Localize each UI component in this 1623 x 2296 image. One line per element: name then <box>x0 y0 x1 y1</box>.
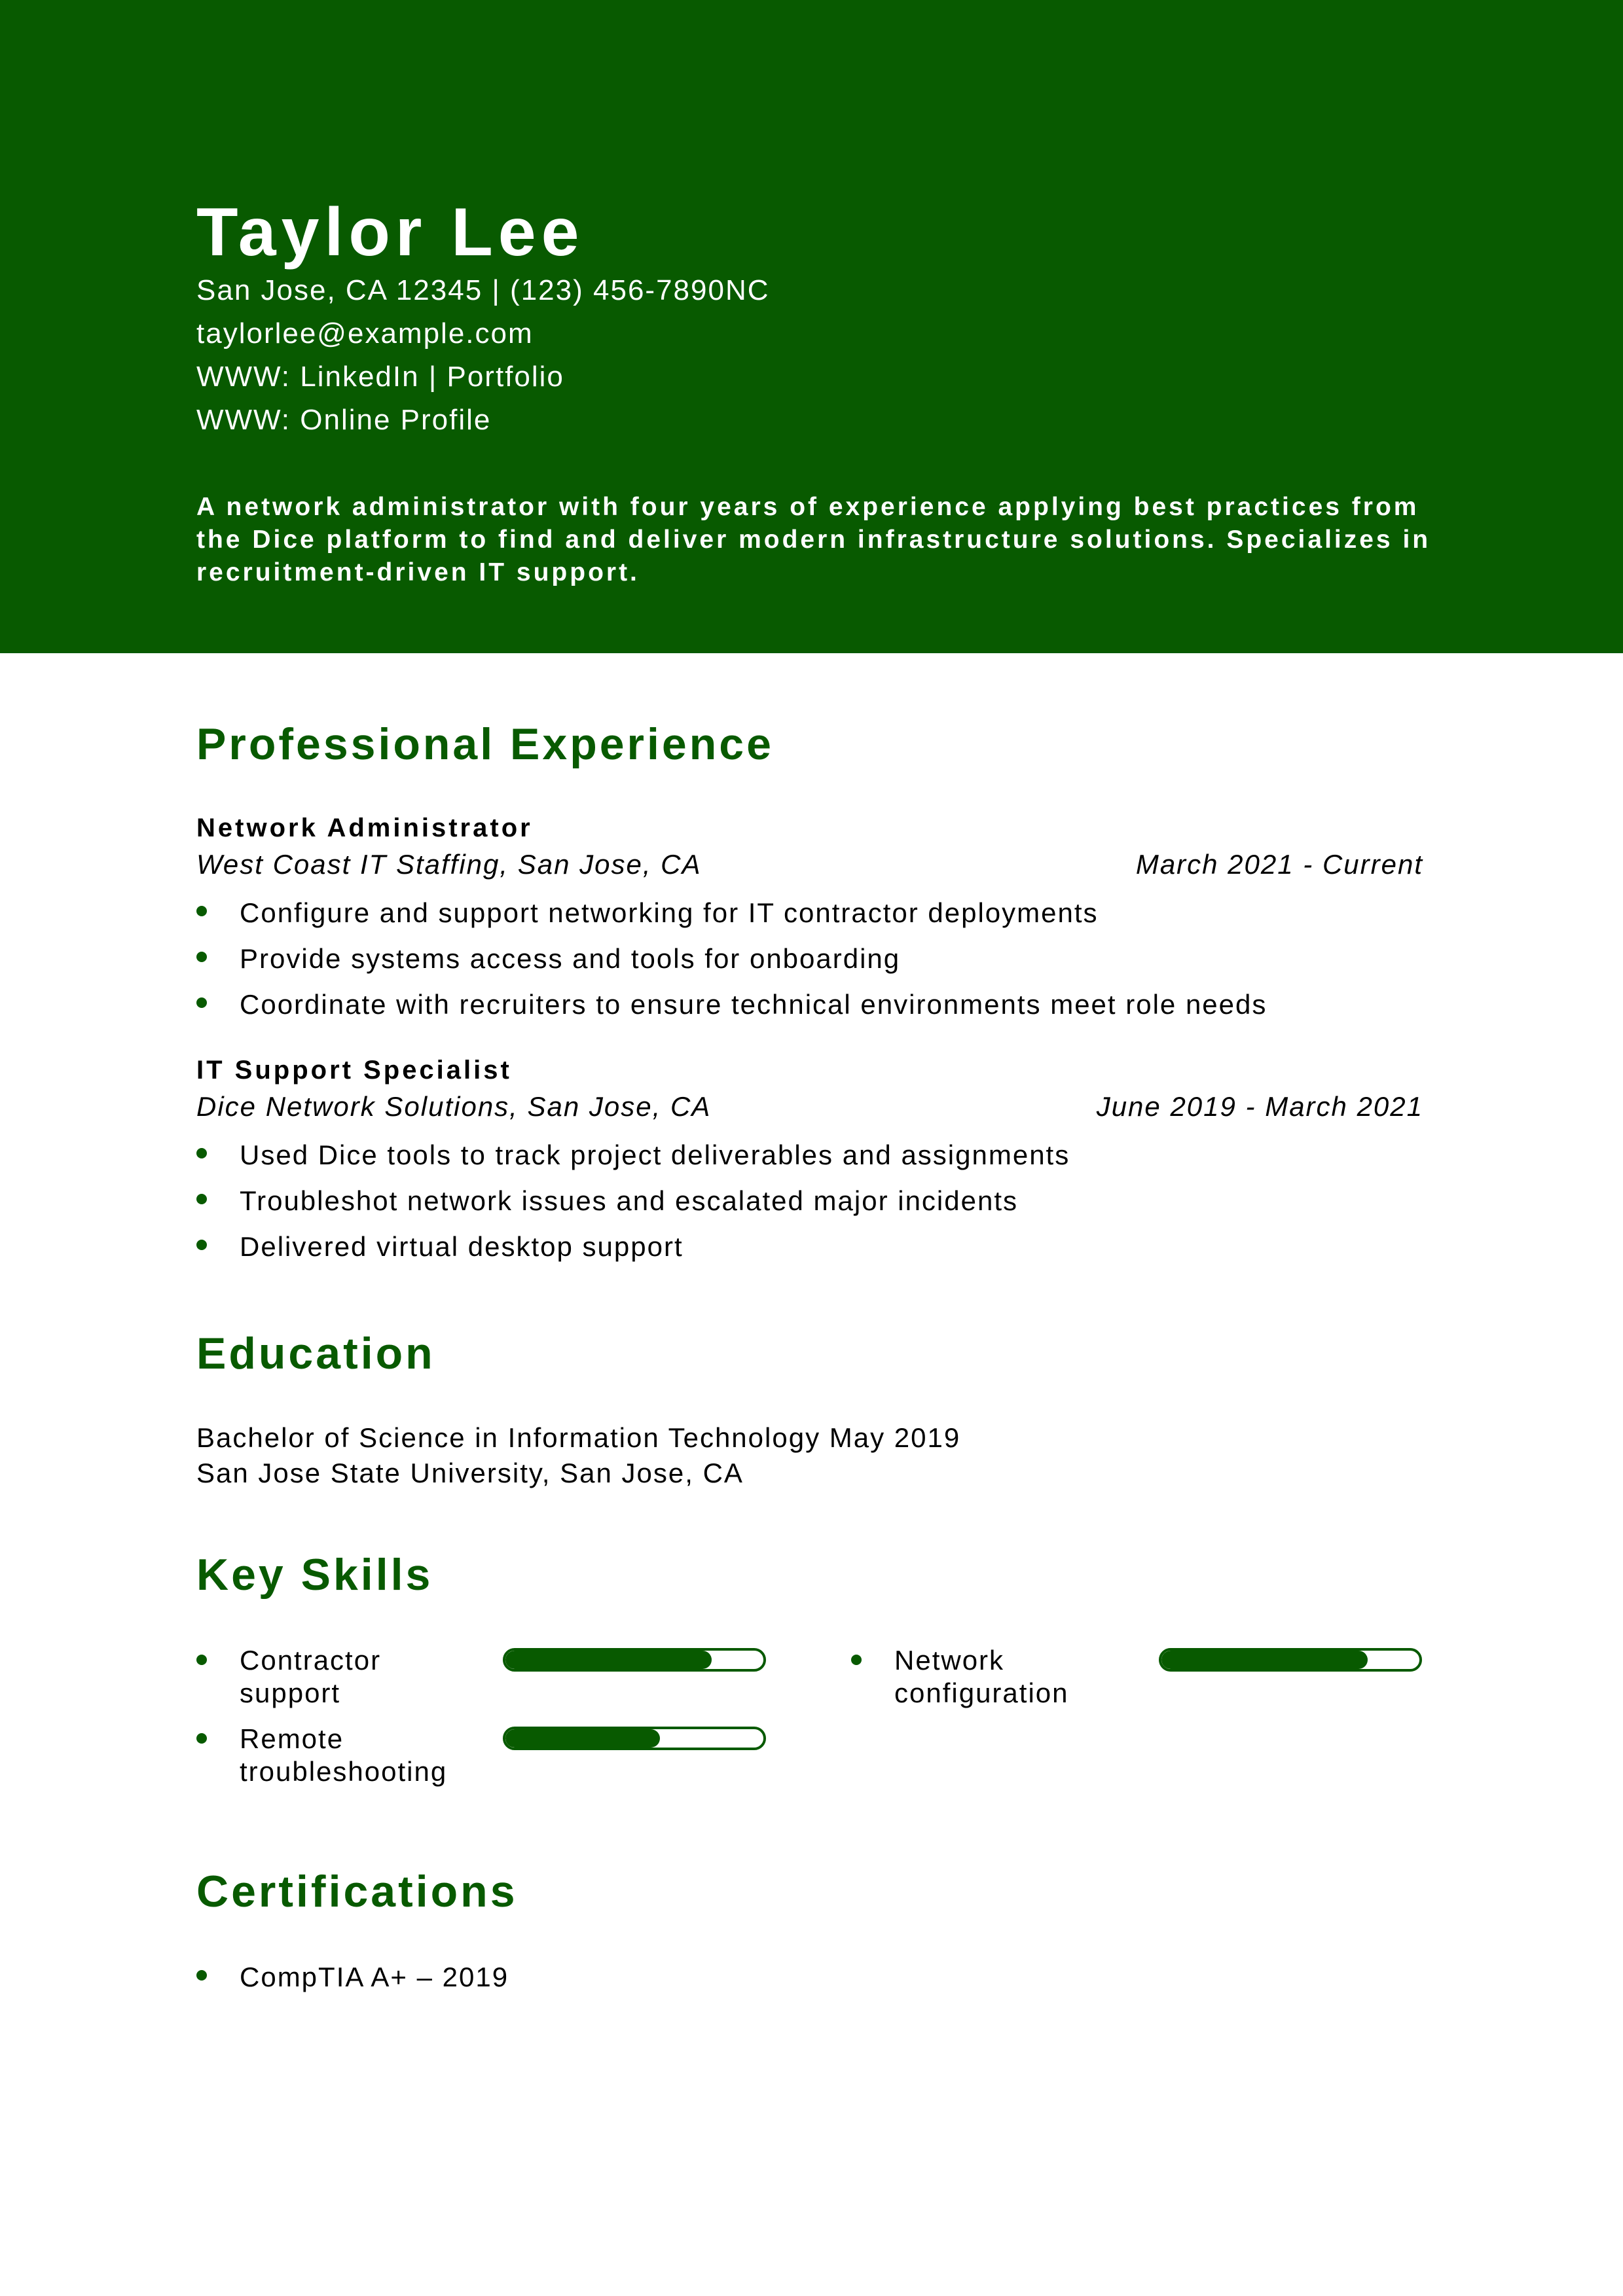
profile-links: WWW: LinkedIn | Portfolio <box>196 361 564 393</box>
job-company: West Coast IT Staffing, San Jose, CA <box>196 849 702 880</box>
certifications-heading: Certifications <box>196 1867 518 1916</box>
candidate-name: Taylor Lee <box>196 194 585 270</box>
skill-label: Network configuration <box>894 1645 1069 1708</box>
list-item-text: CompTIA A+ – 2019 <box>240 1962 509 1992</box>
skill-level-bar <box>503 1727 766 1750</box>
job-title: IT Support Specialist <box>196 1056 512 1085</box>
skills-heading: Key Skills <box>196 1550 433 1600</box>
list-item-text: Troubleshot network issues and escalated major incidents <box>240 1185 1019 1216</box>
school: San Jose State University, San Jose, CA <box>196 1458 744 1488</box>
list-item-text: Provide systems access and tools for onboarding <box>240 943 901 974</box>
bullet-icon <box>196 1733 207 1744</box>
skill-label: Remote troubleshooting <box>240 1723 448 1787</box>
professional-summary: A network administrator with four years of experience applying best practices from the Dice platform to find and deliver modern infrastructure solutions. Specializes in recruitment-driven IT support. <box>196 493 1431 586</box>
bullet-icon <box>196 952 207 962</box>
bullet-icon <box>851 1655 862 1665</box>
education-heading: Education <box>196 1329 435 1378</box>
list-item-text: Delivered virtual desktop support <box>240 1231 684 1262</box>
bullet-icon <box>196 1655 207 1665</box>
skill-label: Contractor support <box>240 1645 382 1708</box>
online-profile-link: WWW: Online Profile <box>196 404 492 436</box>
job-title: Network Administrator <box>196 814 533 842</box>
bullet-icon <box>196 1148 207 1158</box>
skill-level-bar <box>503 1648 766 1672</box>
bullet-icon <box>196 1194 207 1204</box>
skill-level-fill <box>505 1651 712 1669</box>
skill-level-bar <box>1159 1648 1422 1672</box>
bullet-icon <box>196 997 207 1008</box>
bullet-icon <box>196 906 207 916</box>
email: taylorlee@example.com <box>196 317 534 350</box>
address-phone: San Jose, CA 12345 | (123) 456-7890NC <box>196 274 770 306</box>
list-item-text: Configure and support networking for IT contractor deployments <box>240 897 1099 928</box>
bullet-icon <box>196 1240 207 1250</box>
job-company: Dice Network Solutions, San Jose, CA <box>196 1091 712 1122</box>
skill-level-fill <box>505 1729 660 1748</box>
job-dates: March 2021 - Current <box>1135 849 1423 880</box>
bullet-icon <box>196 1970 207 1981</box>
degree: Bachelor of Science in Information Technology May 2019 <box>196 1422 961 1453</box>
experience-heading: Professional Experience <box>196 719 774 769</box>
header-banner <box>0 0 1623 653</box>
skill-level-fill <box>1161 1651 1368 1669</box>
job-dates: June 2019 - March 2021 <box>1096 1091 1423 1122</box>
list-item-text: Used Dice tools to track project deliverables and assignments <box>240 1139 1070 1170</box>
list-item-text: Coordinate with recruiters to ensure technical environments meet role needs <box>240 989 1267 1020</box>
